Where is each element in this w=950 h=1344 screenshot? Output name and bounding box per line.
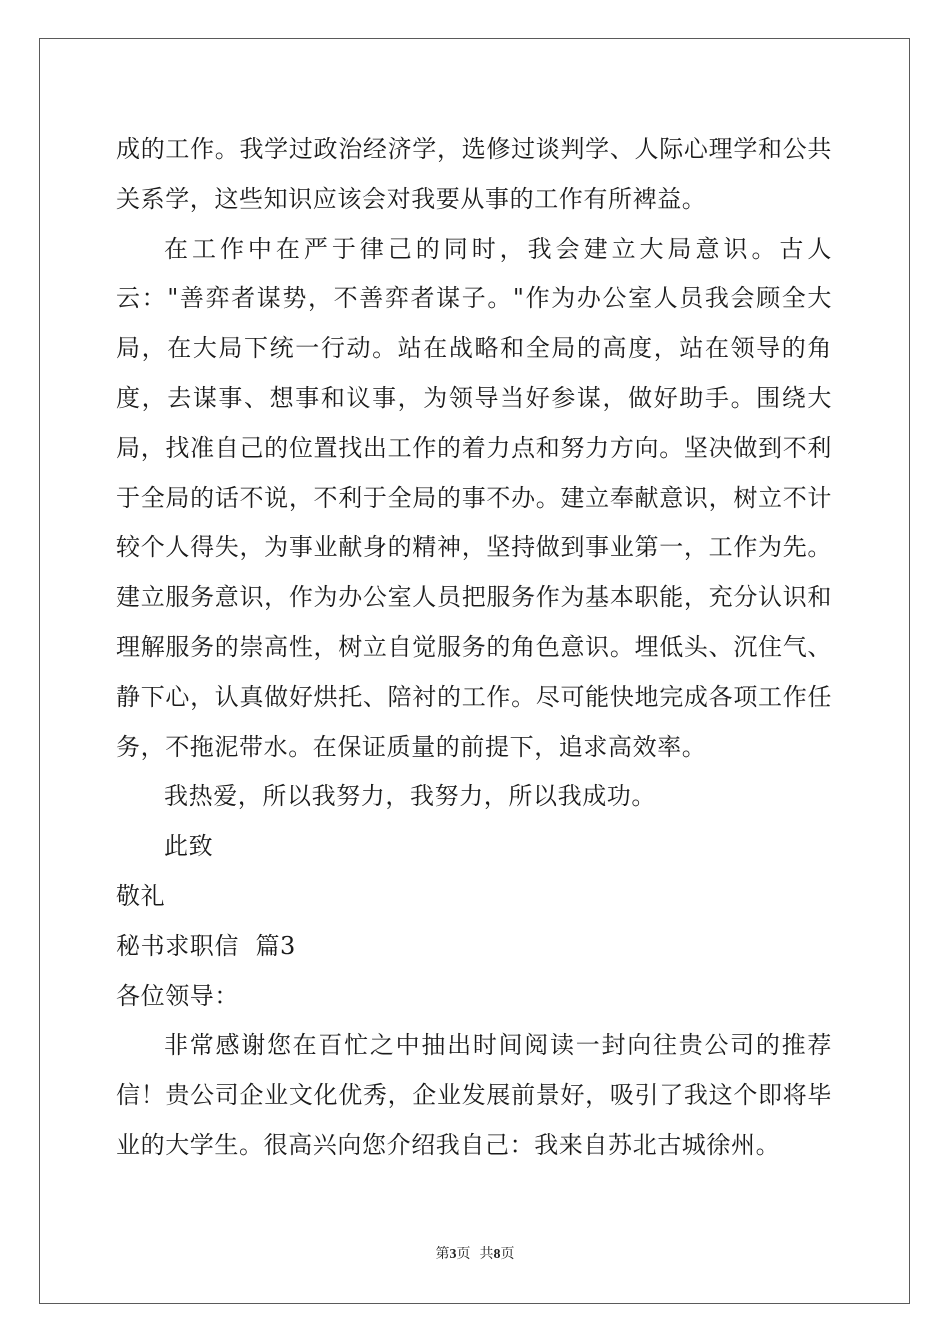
footer-page-total: 8	[493, 1247, 501, 1262]
greeting-line: 各位领导：	[116, 981, 239, 1010]
footer-mid: 页 共	[456, 1246, 494, 1262]
paragraph-overall-awareness: 在工作中在严于律己的同时，我会建立大局意识。古人云："善弈者谋势，不善弈者谋子。"作为办公室人员我会顾全大局，在大局下统一行动。站在战略和全局的高度，站在领导的角度，去谋事、想事和议事，为领导当好参谋，做好助手。围绕大局，找准自己的位置找出工作的着力点和努力方向。坚决做到不利于全局的话不说，不利于全局的事不办。建立奉献意识，树立不计较个人得失，为事业献身的精神，坚持做到事业第一，工作为先。建立服务意识，作为办公室人员把服务作为基本职能，充分认识和理解服务的崇高性，树立自觉服务的角色意识。埋低头、沉住气、静下心，认真做好烘托、陪衬的工作。尽可能快地完成各项工作任务，不拖泥带水。在保证质量的前提下，追求高效率。	[116, 234, 832, 761]
footer-prefix: 第	[435, 1246, 450, 1262]
paragraph-closing-motto: 我热爱，所以我努力，我努力，所以我成功。	[164, 782, 656, 811]
paragraph-continuation: 成的工作。我学过政治经济学，选修过谈判学、人际心理学和公共关系学，这些知识应该会对我要从事的工作有所裨益。	[116, 135, 832, 213]
salutation-jingli: 敬礼	[116, 881, 166, 910]
salutation-cizhi: 此致	[164, 832, 214, 861]
page-footer	[0, 1243, 950, 1263]
document-body	[116, 125, 832, 1171]
footer-page-current: 3	[449, 1247, 457, 1262]
footer-suffix: 页	[500, 1246, 515, 1262]
section-title: 秘书求职信 篇3	[116, 931, 296, 960]
paragraph-introduction: 非常感谢您在百忙之中抽出时间阅读一封向往贵公司的推荐信！贵公司企业文化优秀，企业发展前景好，吸引了我这个即将毕业的大学生。很高兴向您介绍我自己：我来自苏北古城徐州。	[116, 1031, 832, 1159]
